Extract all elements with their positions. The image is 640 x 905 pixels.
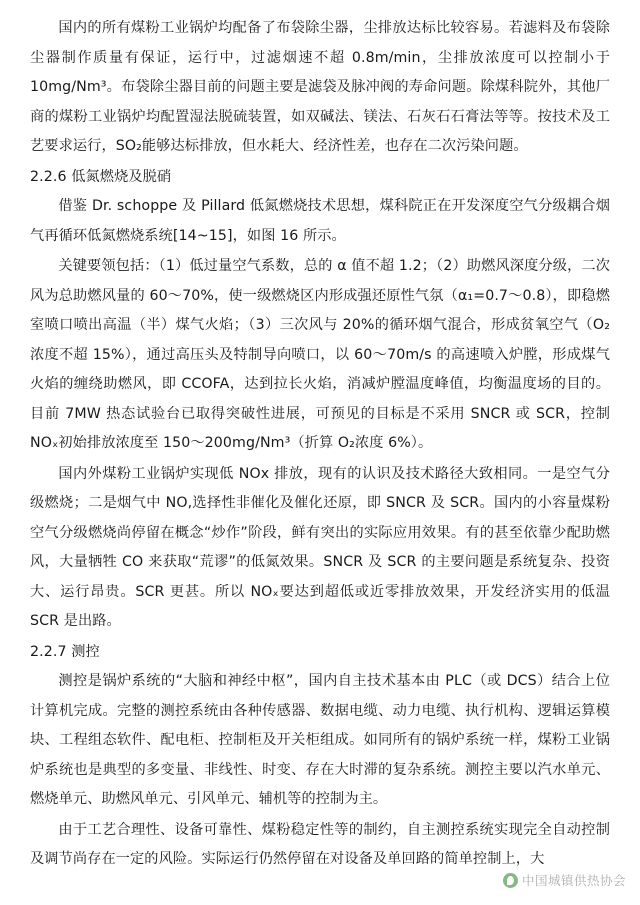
watermark-label: 中国城镇供热协会 bbox=[521, 873, 626, 888]
section-heading-2-2-6: 2.2.6 低氮燃烧及脱硝 bbox=[30, 168, 172, 185]
paragraph-body: 关键要领包括：（1）低过量空气系数，总的 α 值不超 1.2；（2）助燃风深度分级，二次风为总助燃风量的 60～70%，使一级燃烧区内形成强还原性气氛（α₁=0.7～0.8），即稳燃室喷口喷出高温（半）煤气火焰；（3）三次风与 20%的循环烟气混合，形成贫氧空气（O₂浓度不超 15%），通过高压头及特制导向喷口，以 60～70m/s 的高速喷入炉膛，形成煤气火焰的缠绕助燃风，即 CCOFA，达到拉长火焰，消减炉膛温度峰值，均衡温度场的目的。目前 7MW 热态试验台已取得突破性进展，可预见的目标是不采用 SNCR 或 SCR，控制 NOₓ初始排放浓度至 150～200mg/Nm³（折算 O₂浓度 6%）。 bbox=[30, 258, 610, 451]
paragraph-body: 由于工艺合理性、设备可靠性、煤粉稳定性等的制约，自主测控系统实现完全自动控制及调节尚存在一定的风险。实际运行仍然停留在对设备及单回路的简单控制上，大 bbox=[30, 821, 610, 867]
paragraph-body: 借鉴 Dr. schoppe 及 Pillard 低氮燃烧技术思想，煤科院正在开发深度空气分级耦合烟气再循环低氮燃烧系统[14~15]，如图 16 所示。 bbox=[30, 198, 610, 244]
leaf-circle-icon bbox=[503, 873, 518, 888]
section-heading-2-2-7: 2.2.7 测控 bbox=[30, 643, 100, 660]
paragraph-body: 测控是锅炉系统的“大脑和神经中枢”，国内自主技术基本由 PLC（或 DCS）结合上位计算机完成。完整的测控系统由各种传感器、数据电缆、动力电缆、执行机构、逻辑运算模块、工程组态软件、配电柜、控制柜及开关柜组成。如同所有的锅炉系统一样，煤粉工业锅炉系统也是典型的多变量、非线性、时变、存在大时滞的复杂系统。测控主要以汽水单元、燃烧单元、助燃风单元、引风单元、辅机等的控制为主。 bbox=[30, 673, 610, 807]
paragraph-body: 国内的所有煤粉工业锅炉均配备了布袋除尘器，尘排放达标比较容易。若滤料及布袋除尘器制作质量有保证，运行中，过滤烟速不超 0.8m/min，尘排放浓度可以控制小于 10mg/Nm³。布袋除尘器目前的问题主要是滤袋及脉冲阀的寿命问题。除煤科院外，其他厂商的煤粉工业锅炉均配置湿法脱硫装置，如双碱法、镁法、石灰石石膏法等等。按技术及工艺要求运行，SO₂能够达标排放，但水耗大、经济性差，也存在二次污染问题。 bbox=[30, 20, 610, 154]
paragraph-body: 国内外煤粉工业锅炉实现低 NOx 排放，现有的认识及技术路径大致相同。一是空气分级燃烧；二是烟气中 NO,选择性非催化及催化还原，即 SNCR 及 SCR。国内的小容量煤粉空气分级燃烧尚停留在概念“炒作”阶段，鲜有突出的实际应用效果。有的甚至依靠少配助燃风，大量牺牲 CO 来获取“荒谬”的低氮效果。SNCR 及 SCR 的主要问题是系统复杂、投资大、运行昂贵。SCR 更甚。所以 NOₓ要达到超低或近零排放效果，开发经济实用的低温 SCR 是出路。 bbox=[30, 465, 610, 629]
